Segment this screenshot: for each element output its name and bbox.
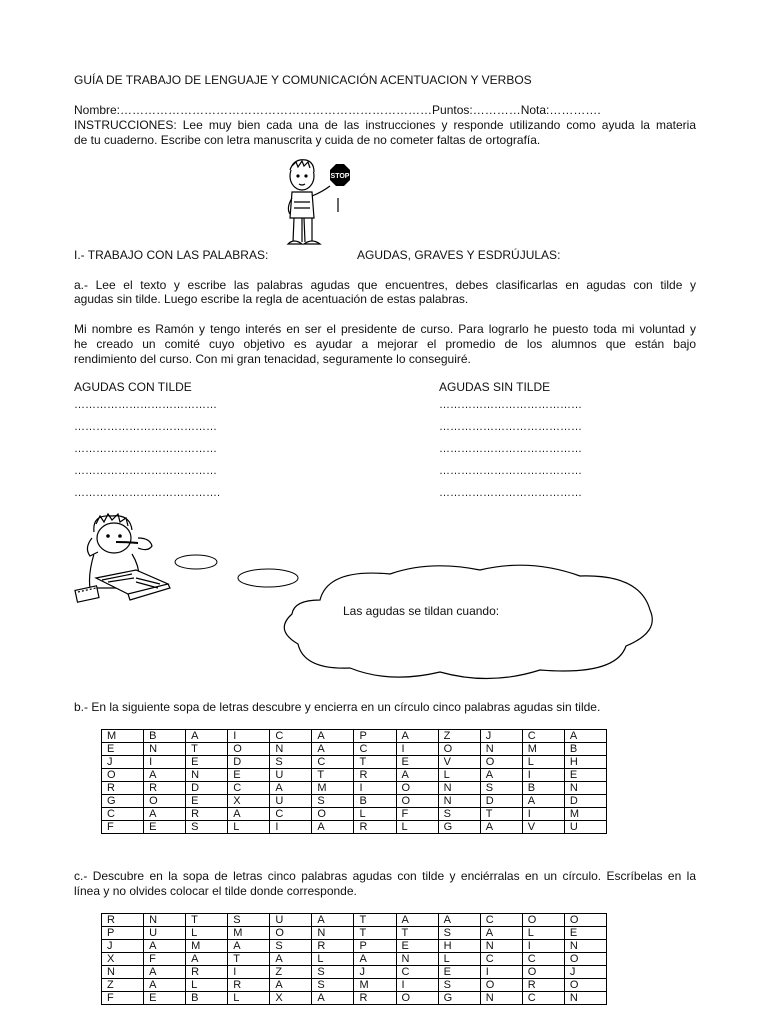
grid-letter-cell[interactable]: Z (270, 966, 312, 979)
grid-letter-cell[interactable]: Z (102, 979, 144, 992)
grid-letter-cell[interactable]: J (102, 756, 144, 769)
section-1-title: I.- TRABAJO CON LAS PALABRAS: (74, 248, 269, 262)
grid-letter-cell[interactable]: N (564, 940, 606, 953)
answer-line-right-2[interactable]: ………………………………… (439, 421, 582, 433)
grid-letter-cell[interactable]: P (354, 730, 396, 743)
grid-letter-cell[interactable]: A (270, 953, 312, 966)
grid-letter-cell[interactable]: C (480, 953, 522, 966)
grid-letter-cell[interactable]: M (228, 927, 270, 940)
grid-letter-cell[interactable]: N (186, 769, 228, 782)
grid-letter-cell[interactable]: C (312, 756, 354, 769)
grid-letter-cell[interactable]: F (396, 808, 438, 821)
grid-letter-cell[interactable]: O (312, 808, 354, 821)
grid-letter-cell[interactable]: I (354, 782, 396, 795)
grid-letter-cell[interactable]: O (522, 966, 564, 979)
grid-row (102, 821, 607, 834)
grid-letter-cell[interactable]: D (228, 756, 270, 769)
instructions-line-1: INSTRUCCIONES: Lee muy bien cada una de las instrucciones y responde utilizando como ayuda la materia (74, 118, 696, 132)
grid-letter-cell[interactable]: A (312, 730, 354, 743)
grid-letter-cell[interactable]: A (270, 782, 312, 795)
grid-letter-cell[interactable]: R (186, 966, 228, 979)
grid-letter-cell[interactable]: V (522, 821, 564, 834)
grid-letter-cell[interactable]: O (396, 795, 438, 808)
grid-letter-cell[interactable]: O (564, 953, 606, 966)
grid-letter-cell[interactable]: O (438, 743, 480, 756)
answer-line-left-1[interactable]: ………………………………… (74, 399, 217, 411)
grid-letter-cell[interactable]: B (144, 730, 186, 743)
grid-letter-cell[interactable]: S (438, 927, 480, 940)
grid-letter-cell[interactable]: A (312, 821, 354, 834)
grid-letter-cell[interactable]: F (144, 953, 186, 966)
grid-letter-cell[interactable]: N (564, 992, 606, 1005)
grid-letter-cell[interactable]: E (438, 966, 480, 979)
grid-letter-cell[interactable]: O (396, 992, 438, 1005)
grid-letter-cell[interactable]: E (144, 821, 186, 834)
stop-sign-text: STOP (330, 173, 350, 180)
reading-line-3: rendimiento del curso. Con mi gran tenacidad, seguramente lo conseguiré. (74, 352, 471, 366)
grid-letter-cell[interactable]: X (228, 795, 270, 808)
grid-letter-cell[interactable]: E (186, 795, 228, 808)
grid-letter-cell[interactable]: I (228, 730, 270, 743)
grid-row (102, 795, 607, 808)
grid-letter-cell[interactable]: G (102, 795, 144, 808)
answer-line-right-3[interactable]: ………………………………… (439, 443, 582, 455)
grid-letter-cell[interactable]: T (354, 914, 396, 927)
agudas-sin-tilde-heading: AGUDAS SIN TILDE (439, 380, 551, 394)
part-c-line-1: c.- Descubre en la sopa de letras cinco palabras agudas con tilde y enciérralas en un círculo. Escríbelas en la (74, 869, 696, 883)
grid-letter-cell[interactable]: I (228, 966, 270, 979)
grid-letter-cell[interactable]: C (522, 992, 564, 1005)
grid-letter-cell[interactable]: U (270, 914, 312, 927)
grid-letter-cell[interactable]: U (270, 769, 312, 782)
grid-letter-cell[interactable]: I (144, 756, 186, 769)
grid-letter-cell[interactable]: R (354, 821, 396, 834)
grid-letter-cell[interactable]: S (438, 979, 480, 992)
grid-letter-cell[interactable]: S (312, 795, 354, 808)
grid-letter-cell[interactable]: A (312, 992, 354, 1005)
grid-letter-cell[interactable]: A (312, 743, 354, 756)
grid-letter-cell[interactable]: O (564, 979, 606, 992)
grid-letter-cell[interactable]: L (438, 769, 480, 782)
grid-letter-cell[interactable]: U (564, 821, 606, 834)
grid-letter-cell[interactable]: B (354, 795, 396, 808)
grid-letter-cell[interactable]: A (144, 808, 186, 821)
word-search-grid-2 (101, 913, 607, 1005)
grid-letter-cell[interactable]: T (354, 756, 396, 769)
word-search-grid-1 (101, 729, 607, 834)
grid-letter-cell[interactable]: G (438, 821, 480, 834)
grid-letter-cell[interactable]: L (438, 953, 480, 966)
grid-letter-cell[interactable]: M (354, 979, 396, 992)
grid-row (102, 743, 607, 756)
grid-letter-cell[interactable]: M (312, 782, 354, 795)
grid-letter-cell[interactable]: A (354, 953, 396, 966)
grid-letter-cell[interactable]: T (354, 927, 396, 940)
grid-letter-cell[interactable]: A (144, 979, 186, 992)
grid-letter-cell[interactable]: C (480, 914, 522, 927)
grid-letter-cell[interactable]: L (186, 927, 228, 940)
grid-letter-cell[interactable]: T (186, 914, 228, 927)
grid-letter-cell[interactable]: A (396, 769, 438, 782)
grid-letter-cell[interactable]: E (144, 992, 186, 1005)
grid-letter-cell[interactable]: M (186, 940, 228, 953)
grid-letter-cell[interactable]: M (102, 730, 144, 743)
grid-letter-cell[interactable]: N (102, 966, 144, 979)
part-a-line-2: agudas sin tilde. Luego escribe la regla de acentuación de estas palabras. (74, 292, 469, 306)
answer-line-right-4[interactable]: ………………………………… (439, 465, 582, 477)
grid-letter-cell[interactable]: N (270, 743, 312, 756)
instructions-line-2: de tu cuaderno. Escribe con letra manuscrita y cuida de no cometer faltas de ortografía. (74, 133, 541, 147)
grid-letter-cell[interactable]: R (522, 979, 564, 992)
grid-letter-cell[interactable]: C (102, 808, 144, 821)
grid-letter-cell[interactable]: I (270, 821, 312, 834)
grid-letter-cell[interactable]: L (522, 927, 564, 940)
grid-letter-cell[interactable]: N (438, 782, 480, 795)
grid-letter-cell[interactable]: U (270, 795, 312, 808)
grid-letter-cell[interactable]: S (480, 782, 522, 795)
grid-letter-cell[interactable]: L (186, 979, 228, 992)
grid-letter-cell[interactable]: A (522, 795, 564, 808)
grid-row (102, 730, 607, 743)
grid-letter-cell[interactable]: C (270, 808, 312, 821)
grid-row (102, 966, 607, 979)
grid-letter-cell[interactable]: O (144, 795, 186, 808)
grid-letter-cell[interactable]: H (438, 940, 480, 953)
grid-letter-cell[interactable]: Z (438, 730, 480, 743)
grid-letter-cell[interactable]: A (480, 769, 522, 782)
grid-row (102, 914, 607, 927)
grid-letter-cell[interactable]: S (312, 979, 354, 992)
grid-letter-cell[interactable]: A (144, 769, 186, 782)
grid-letter-cell[interactable]: L (354, 808, 396, 821)
grid-letter-cell[interactable]: N (438, 795, 480, 808)
grid-letter-cell[interactable]: H (564, 756, 606, 769)
grid-letter-cell[interactable]: P (102, 927, 144, 940)
grid-letter-cell[interactable]: C (354, 743, 396, 756)
grid-letter-cell[interactable]: T (312, 769, 354, 782)
grid-letter-cell[interactable]: B (522, 782, 564, 795)
grid-letter-cell[interactable]: M (522, 743, 564, 756)
grid-letter-cell[interactable]: J (354, 966, 396, 979)
grid-letter-cell[interactable]: I (396, 743, 438, 756)
grid-letter-cell[interactable]: S (312, 966, 354, 979)
grid-letter-cell[interactable]: S (228, 914, 270, 927)
grid-row (102, 953, 607, 966)
grid-letter-cell[interactable]: C (522, 953, 564, 966)
grid-letter-cell[interactable]: U (144, 927, 186, 940)
grid-letter-cell[interactable]: N (480, 992, 522, 1005)
section-1-subtitle: AGUDAS, GRAVES Y ESDRÚJULAS: (357, 248, 561, 262)
grid-letter-cell[interactable]: T (396, 927, 438, 940)
answer-line-left-4[interactable]: ………………………………… (74, 465, 217, 477)
grid-letter-cell[interactable]: F (102, 821, 144, 834)
answer-line-left-3[interactable]: ………………………………… (74, 443, 217, 455)
grid-letter-cell[interactable]: A (186, 730, 228, 743)
grid-letter-cell[interactable]: O (480, 756, 522, 769)
name-score-line: Nombre:……………………………………………………………………Puntos:…………Nota:…………. (74, 103, 601, 117)
grid-letter-cell[interactable]: L (522, 756, 564, 769)
grid-letter-cell[interactable]: R (102, 782, 144, 795)
grid-letter-cell[interactable]: C (522, 730, 564, 743)
grid-letter-cell[interactable]: C (270, 730, 312, 743)
grid-letter-cell[interactable]: A (228, 808, 270, 821)
grid-letter-cell[interactable]: R (102, 914, 144, 927)
grid-letter-cell[interactable]: I (522, 808, 564, 821)
grid-letter-cell[interactable]: L (228, 821, 270, 834)
grid-letter-cell[interactable]: L (228, 992, 270, 1005)
grid-letter-cell[interactable]: A (480, 821, 522, 834)
grid-letter-cell[interactable]: R (354, 769, 396, 782)
grid-letter-cell[interactable]: A (144, 966, 186, 979)
answer-line-right-1[interactable]: ………………………………… (439, 399, 582, 411)
grid-letter-cell[interactable]: X (102, 953, 144, 966)
thinking-boy-illustration (72, 508, 176, 608)
grid-letter-cell[interactable]: N (396, 953, 438, 966)
grid-letter-cell[interactable]: E (228, 769, 270, 782)
answer-line-right-5[interactable]: ………………………………… (439, 487, 582, 499)
grid-letter-cell[interactable]: N (480, 940, 522, 953)
grid-letter-cell[interactable]: J (564, 966, 606, 979)
cloud-text: Las agudas se tildan cuando: (343, 604, 500, 618)
grid-letter-cell[interactable]: A (186, 953, 228, 966)
grid-letter-cell[interactable]: A (480, 927, 522, 940)
answer-line-left-2[interactable]: ………………………………… (74, 421, 217, 433)
grid-letter-cell[interactable]: N (144, 914, 186, 927)
grid-letter-cell[interactable]: P (354, 940, 396, 953)
grid-letter-cell[interactable]: S (270, 940, 312, 953)
grid-letter-cell[interactable]: A (438, 914, 480, 927)
grid-letter-cell[interactable]: N (312, 927, 354, 940)
grid-letter-cell[interactable]: T (480, 808, 522, 821)
grid-letter-cell[interactable]: I (522, 940, 564, 953)
grid-letter-cell[interactable]: A (144, 940, 186, 953)
grid-letter-cell[interactable]: N (564, 782, 606, 795)
grid-letter-cell[interactable]: C (228, 782, 270, 795)
reading-line-1: Mi nombre es Ramón y tengo interés en ser el presidente de curso. Para lograrlo he puesto toda mi voluntad y (74, 322, 696, 336)
grid-letter-cell[interactable]: S (438, 808, 480, 821)
grid-row (102, 927, 607, 940)
grid-row (102, 979, 607, 992)
grid-letter-cell[interactable]: R (228, 979, 270, 992)
grid-row (102, 940, 607, 953)
grid-letter-cell[interactable]: A (270, 979, 312, 992)
thought-cloud (280, 560, 658, 684)
grid-letter-cell[interactable]: I (396, 979, 438, 992)
grid-letter-cell[interactable]: A (396, 730, 438, 743)
grid-letter-cell[interactable]: A (564, 730, 606, 743)
grid-letter-cell[interactable]: S (186, 821, 228, 834)
grid-letter-cell[interactable]: R (144, 782, 186, 795)
reading-line-2: he creado un comité cuyo objetivo es ayudar a mejorar el promedio de los alumnos que están bajo (74, 337, 696, 351)
agudas-con-tilde-heading: AGUDAS CON TILDE (74, 380, 192, 394)
part-b-instruction: b.- En la siguiente sopa de letras descubre y encierra en un círculo cinco palabras agudas sin tilde. (74, 700, 601, 714)
grid-row (102, 808, 607, 821)
grid-letter-cell[interactable]: E (564, 769, 606, 782)
grid-letter-cell[interactable]: E (396, 756, 438, 769)
grid-letter-cell[interactable]: O (480, 979, 522, 992)
grid-letter-cell[interactable]: O (522, 914, 564, 927)
grid-row (102, 756, 607, 769)
grid-letter-cell[interactable]: C (396, 966, 438, 979)
grid-letter-cell[interactable]: T (228, 953, 270, 966)
grid-letter-cell[interactable]: V (438, 756, 480, 769)
grid-letter-cell[interactable]: R (186, 808, 228, 821)
grid-letter-cell[interactable]: N (144, 743, 186, 756)
boy-stop-sign-illustration (280, 152, 360, 260)
grid-letter-cell[interactable]: T (186, 743, 228, 756)
grid-row (102, 769, 607, 782)
grid-letter-cell[interactable]: O (564, 914, 606, 927)
part-a-line-1: a.- Lee el texto y escribe las palabras agudas que encuentres, debes clasificarlas en agudas con tilde y (74, 278, 696, 292)
grid-letter-cell[interactable]: X (270, 992, 312, 1005)
answer-line-left-5[interactable]: …………………………………. (74, 487, 221, 499)
grid-letter-cell[interactable]: L (312, 953, 354, 966)
grid-letter-cell[interactable]: L (396, 821, 438, 834)
part-c-line-2: línea y no olvides colocar el tilde donde corresponde. (74, 884, 357, 898)
grid-letter-cell[interactable]: J (480, 730, 522, 743)
grid-letter-cell[interactable]: R (312, 940, 354, 953)
grid-letter-cell[interactable]: O (228, 743, 270, 756)
grid-letter-cell[interactable]: A (228, 940, 270, 953)
grid-letter-cell[interactable]: E (564, 927, 606, 940)
grid-letter-cell[interactable]: A (396, 914, 438, 927)
grid-letter-cell[interactable]: G (438, 992, 480, 1005)
grid-letter-cell[interactable]: D (564, 795, 606, 808)
grid-letter-cell[interactable]: E (396, 940, 438, 953)
grid-letter-cell[interactable]: B (186, 992, 228, 1005)
worksheet-title: GUÍA DE TRABAJO DE LENGUAJE Y COMUNICACIÓN ACENTUACION Y VERBOS (74, 73, 532, 87)
grid-letter-cell[interactable]: D (186, 782, 228, 795)
grid-letter-cell[interactable]: I (522, 769, 564, 782)
grid-row (102, 782, 607, 795)
grid-letter-cell[interactable]: E (102, 743, 144, 756)
grid-letter-cell[interactable]: D (480, 795, 522, 808)
grid-letter-cell[interactable]: M (564, 808, 606, 821)
grid-letter-cell[interactable]: E (186, 756, 228, 769)
grid-letter-cell[interactable]: J (102, 940, 144, 953)
grid-letter-cell[interactable]: F (102, 992, 144, 1005)
grid-letter-cell[interactable]: O (102, 769, 144, 782)
grid-letter-cell[interactable]: R (354, 992, 396, 1005)
grid-row (102, 992, 607, 1005)
grid-letter-cell[interactable]: N (480, 743, 522, 756)
grid-letter-cell[interactable]: O (396, 782, 438, 795)
grid-letter-cell[interactable]: O (270, 927, 312, 940)
grid-letter-cell[interactable]: I (480, 966, 522, 979)
grid-letter-cell[interactable]: A (312, 914, 354, 927)
grid-letter-cell[interactable]: B (564, 743, 606, 756)
grid-letter-cell[interactable]: S (270, 756, 312, 769)
